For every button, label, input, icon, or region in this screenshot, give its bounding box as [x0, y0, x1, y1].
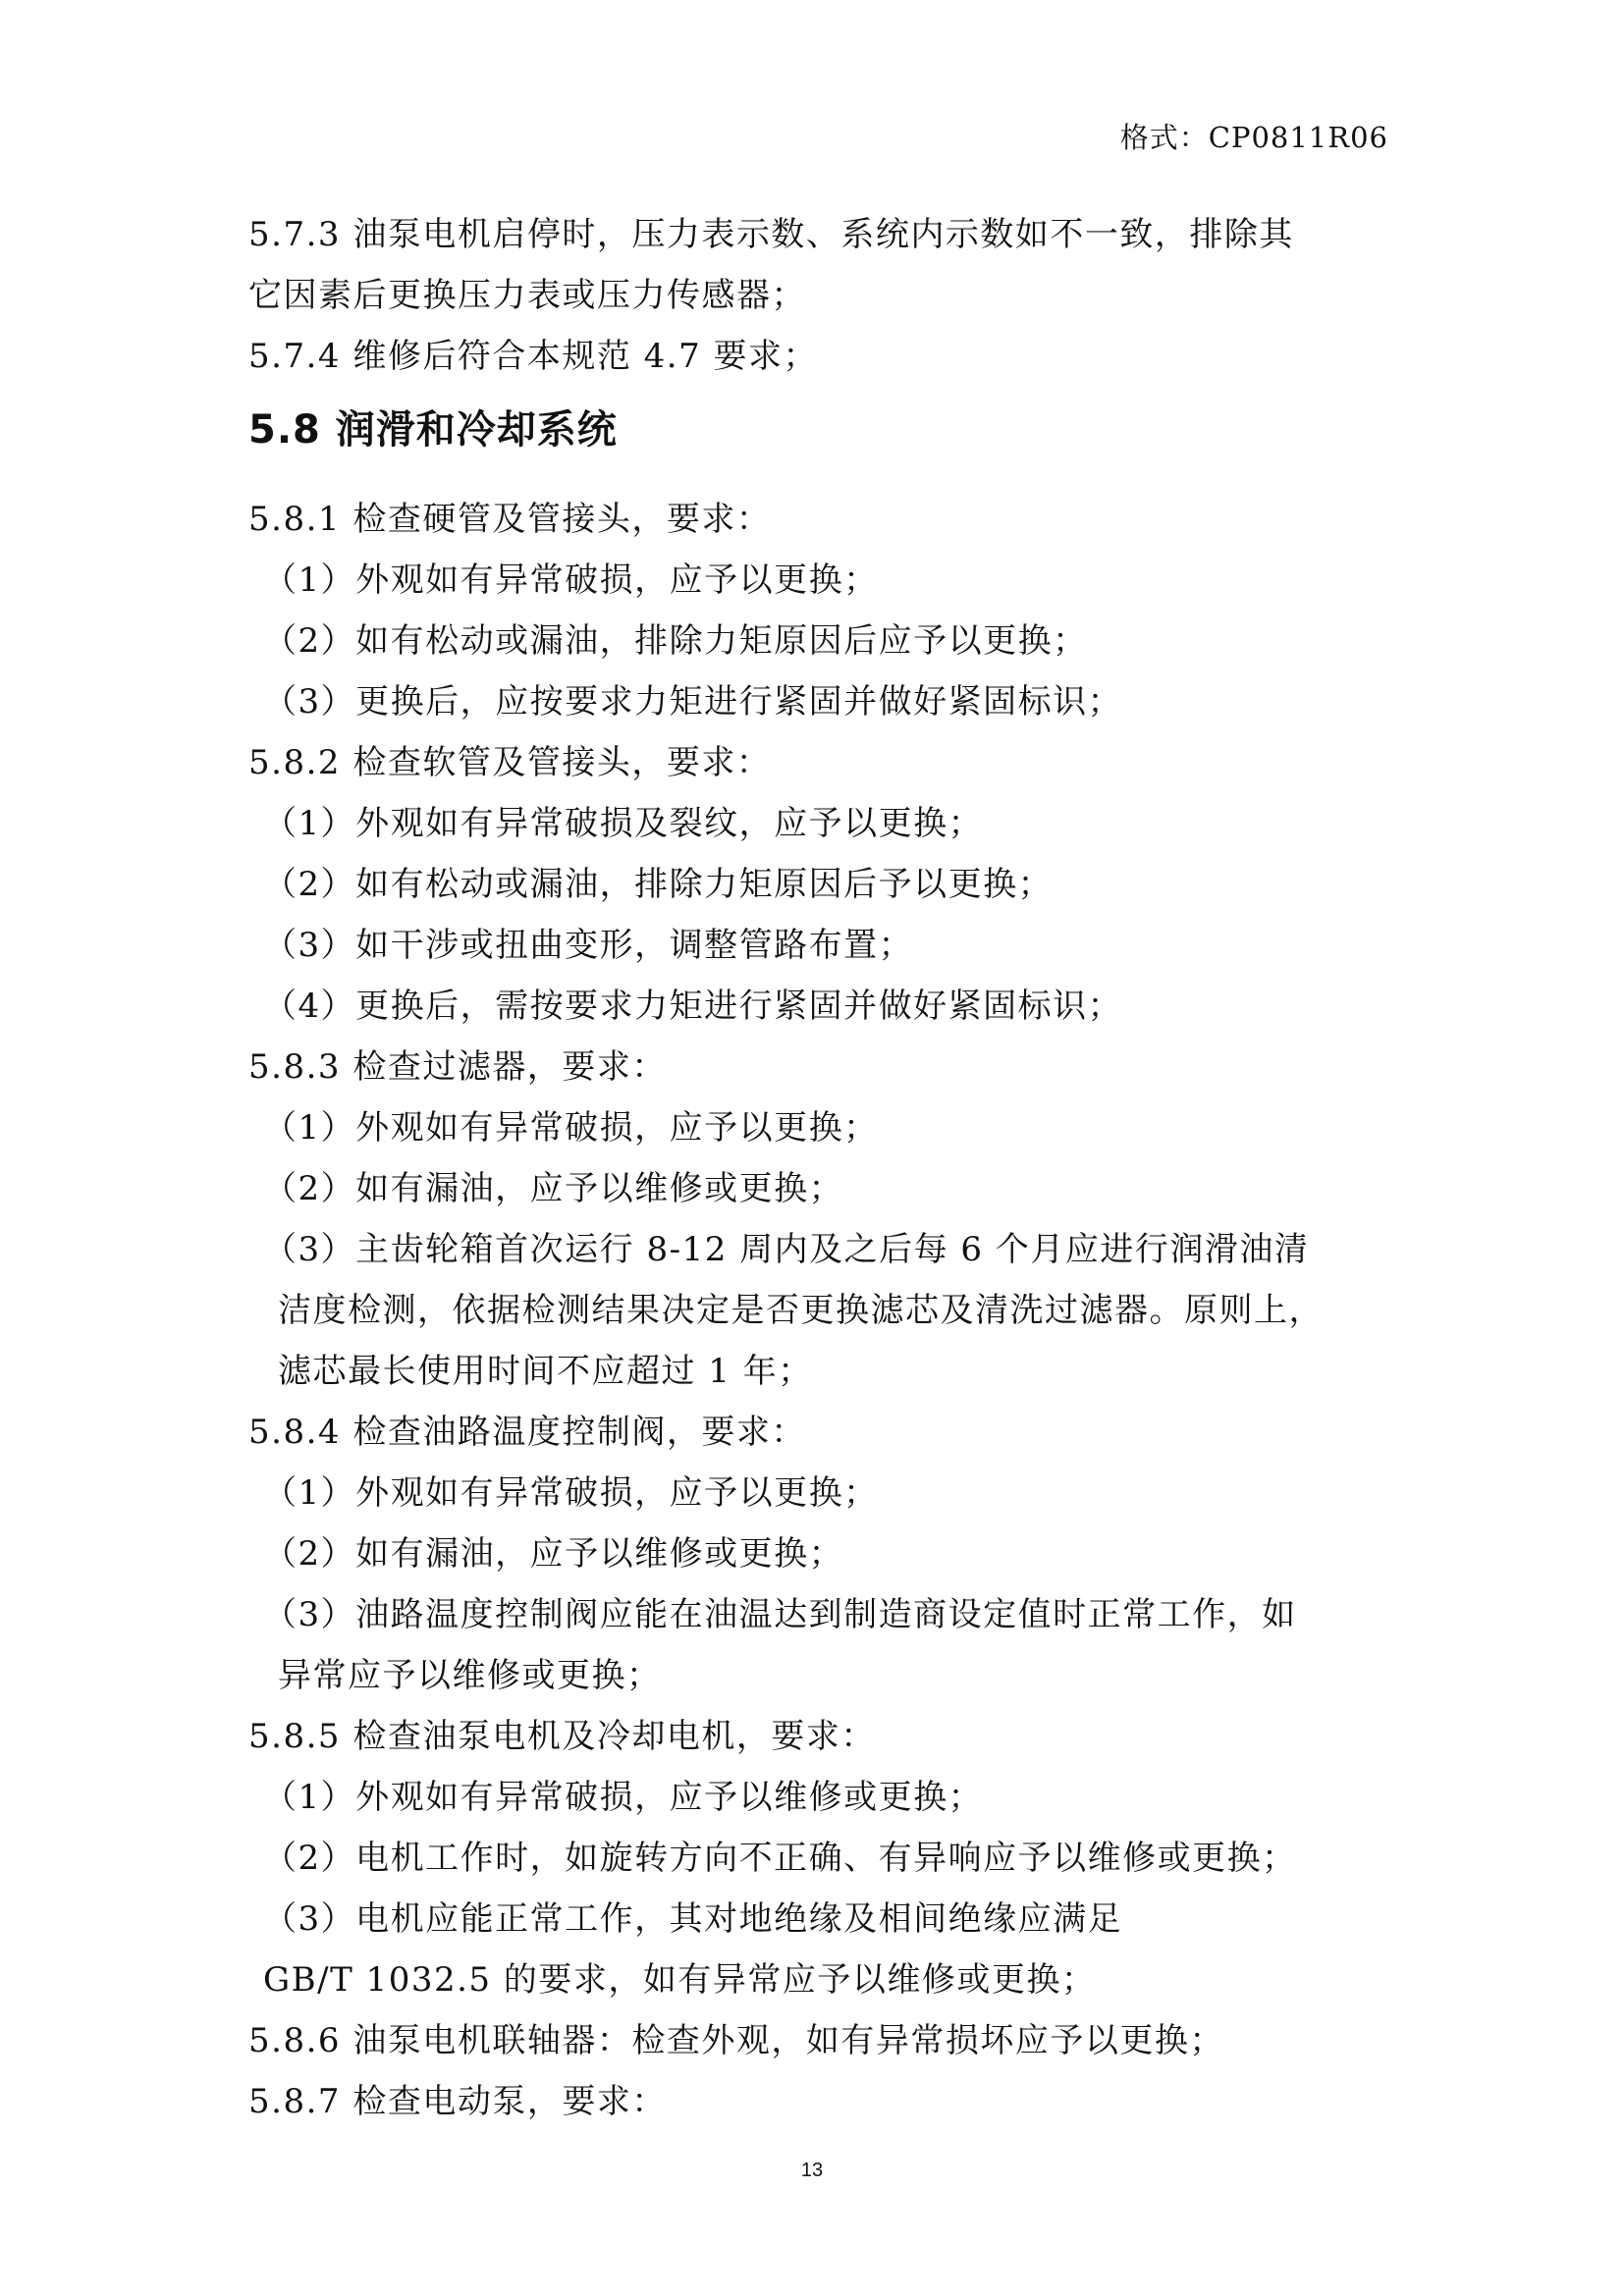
item-5-8-2-req-2: （2）如有松动或漏油，排除力矩原因后予以更换； [263, 865, 1054, 904]
format-code: 格式：CP0811R06 [1119, 121, 1388, 154]
item-5-8-5-req-1: （1）外观如有异常破损，应予以维修或更换； [263, 1778, 984, 1817]
item-5-8-1-req-2: （2）如有松动或漏油，排除力矩原因后应予以更换； [263, 621, 1088, 661]
item-5-8-3-req-1: （1）外观如有异常破损，应予以更换； [263, 1108, 879, 1148]
item-5-8-4-req-3-line2: 异常应予以维修或更换； [278, 1656, 662, 1695]
item-5-8-5-title: 5.8.5 检查油泵电机及冷却电机，要求： [248, 1717, 876, 1756]
item-5-8-4-title: 5.8.4 检查油路温度控制阀，要求： [248, 1413, 806, 1452]
item-5-8-1-req-1: （1）外观如有异常破损，应予以更换； [263, 561, 879, 600]
item-5-7-4: 5.7.4 维修后符合本规范 4.7 要求； [248, 337, 819, 376]
item-5-8-1-title: 5.8.1 检查硬管及管接头，要求： [248, 500, 772, 539]
item-5-8-1-req-3: （3）更换后，应按要求力矩进行紧固并做好紧固标识； [263, 682, 1123, 721]
item-5-8-5-req-3-line2: GB/T 1032.5 的要求，如有异常应予以维修或更换； [263, 1960, 1097, 2000]
page-number: 13 [800, 2160, 824, 2181]
item-5-8-2-req-4: （4）更换后，需按要求力矩进行紧固并做好紧固标识； [263, 987, 1123, 1026]
item-5-7-3-line2: 它因素后更换压力表或压力传感器； [248, 276, 806, 315]
item-5-8-5-req-3-line1: （3）电机应能正常工作，其对地绝缘及相间绝缘应满足 [263, 1899, 1123, 1939]
item-5-8-4-req-1: （1）外观如有异常破损，应予以更换； [263, 1473, 879, 1513]
item-5-8-4-req-2: （2）如有漏油，应予以维修或更换； [263, 1534, 844, 1574]
item-5-7-3-line1: 5.7.3 油泵电机启停时，压力表示数、系统内示数如不一致，排除其 [248, 215, 1294, 254]
item-5-8-4-req-3-line1: （3）油路温度控制阀应能在油温达到制造商设定值时正常工作，如 [263, 1595, 1297, 1634]
item-5-8-3-req-3-line1: （3）主齿轮箱首次运行 8-12 周内及之后每 6 个月应进行润滑油清 [263, 1230, 1310, 1269]
item-5-8-2-title: 5.8.2 检查软管及管接头，要求： [248, 743, 772, 782]
item-5-8-2-req-1: （1）外观如有异常破损及裂纹，应予以更换； [263, 804, 984, 843]
item-5-8-2-req-3: （3）如干涉或扭曲变形，调整管路布置； [263, 926, 914, 965]
item-5-8-7-title: 5.8.7 检查电动泵，要求： [248, 2082, 667, 2121]
item-5-8-3-req-3-line3: 滤芯最长使用时间不应超过 1 年； [278, 1352, 813, 1391]
section-heading-5-8: 5.8 润滑和冷却系统 [248, 407, 618, 453]
item-5-8-3-req-2: （2）如有漏油，应予以维修或更换； [263, 1169, 844, 1208]
item-5-8-5-req-2: （2）电机工作时，如旋转方向不正确、有异响应予以维修或更换； [263, 1839, 1297, 1878]
item-5-8-3-req-3-line2: 洁度检测，依据检测结果决定是否更换滤芯及清洗过滤器。原则上， [278, 1291, 1324, 1330]
item-5-8-3-title: 5.8.3 检查过滤器，要求： [248, 1047, 667, 1087]
item-5-8-6: 5.8.6 油泵电机联轴器：检查外观，如有异常损坏应予以更换； [248, 2021, 1224, 2060]
